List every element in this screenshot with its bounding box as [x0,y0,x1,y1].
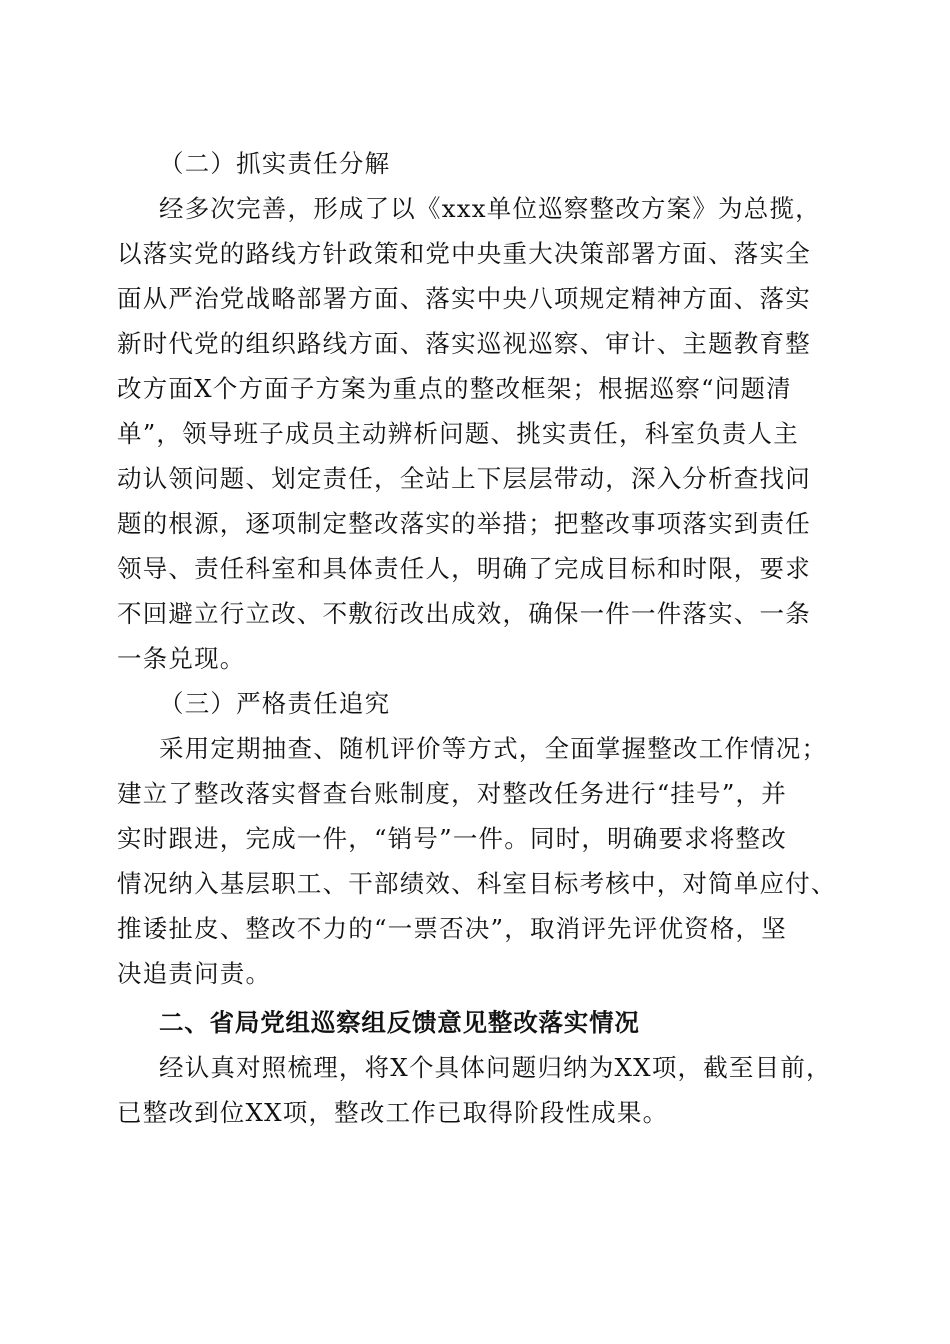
paragraph-line: 以落实党的路线方针政策和党中央重大决策部署方面、落实全 [117,239,811,268]
paragraph-line: 单”，领导班子成员主动辨析问题、挑实责任，科室负责人主 [117,419,799,448]
paragraph-line: 决追责问责。 [117,959,272,988]
section-heading-accountability: （三）严格责任追究 [159,689,391,718]
paragraph-line: 已整改到位XX项，整改工作已取得阶段性成果。 [117,1098,669,1127]
paragraph-line: 情况纳入基层职工、干部绩效、科室目标考核中，对简单应付、 [117,869,837,898]
paragraph-line: 经多次完善，形成了以《xxx单位巡察整改方案》为总揽， [159,194,821,223]
paragraph-line: 实时跟进，完成一件，“销号”一件。同时，明确要求将整改 [117,824,787,853]
paragraph-line: 题的根源，逐项制定整改落实的举措；把整改事项落实到责任 [117,509,811,538]
section-heading-responsibility-breakdown: （二）抓实责任分解 [159,149,391,178]
paragraph-line: 经认真对照梳理，将X个具体问题归纳为XX项，截至目前， [159,1053,832,1082]
document-body [117,141,837,1135]
paragraph-line: 改方面X个方面子方案为重点的整改框架；根据巡察“问题清 [117,374,792,403]
paragraph-feedback-rectification [117,1045,833,1135]
paragraph-line: 新时代党的组织路线方面、落实巡视巡察、审计、主题教育整 [117,329,811,358]
paragraph-line: 推诿扯皮、整改不力的“一票否决”，取消评先评优资格，坚 [117,914,787,943]
paragraph-line: 动认领问题、划定责任，全站上下层层带动，深入分析查找问 [117,464,811,493]
paragraph-responsibility-breakdown [117,186,833,681]
paragraph-accountability [117,726,837,996]
paragraph-line: 采用定期抽查、随机评价等方式，全面掌握整改工作情况； [159,734,828,763]
part-heading-feedback-rectification: 二、省局党组巡察组反馈意见整改落实情况 [159,1008,640,1037]
paragraph-line: 不回避立行立改、不敷衍改出成效，确保一件一件落实、一条 [117,599,811,628]
paragraph-line: 面从严治党战略部署方面、落实中央八项规定精神方面、落实 [117,284,811,313]
paragraph-line: 领导、责任科室和具体责任人，明确了完成目标和时限，要求 [117,554,811,583]
paragraph-line: 建立了整改落实督查台账制度，对整改任务进行“挂号”，并 [117,779,787,808]
paragraph-line: 一条兑现。 [117,644,246,673]
